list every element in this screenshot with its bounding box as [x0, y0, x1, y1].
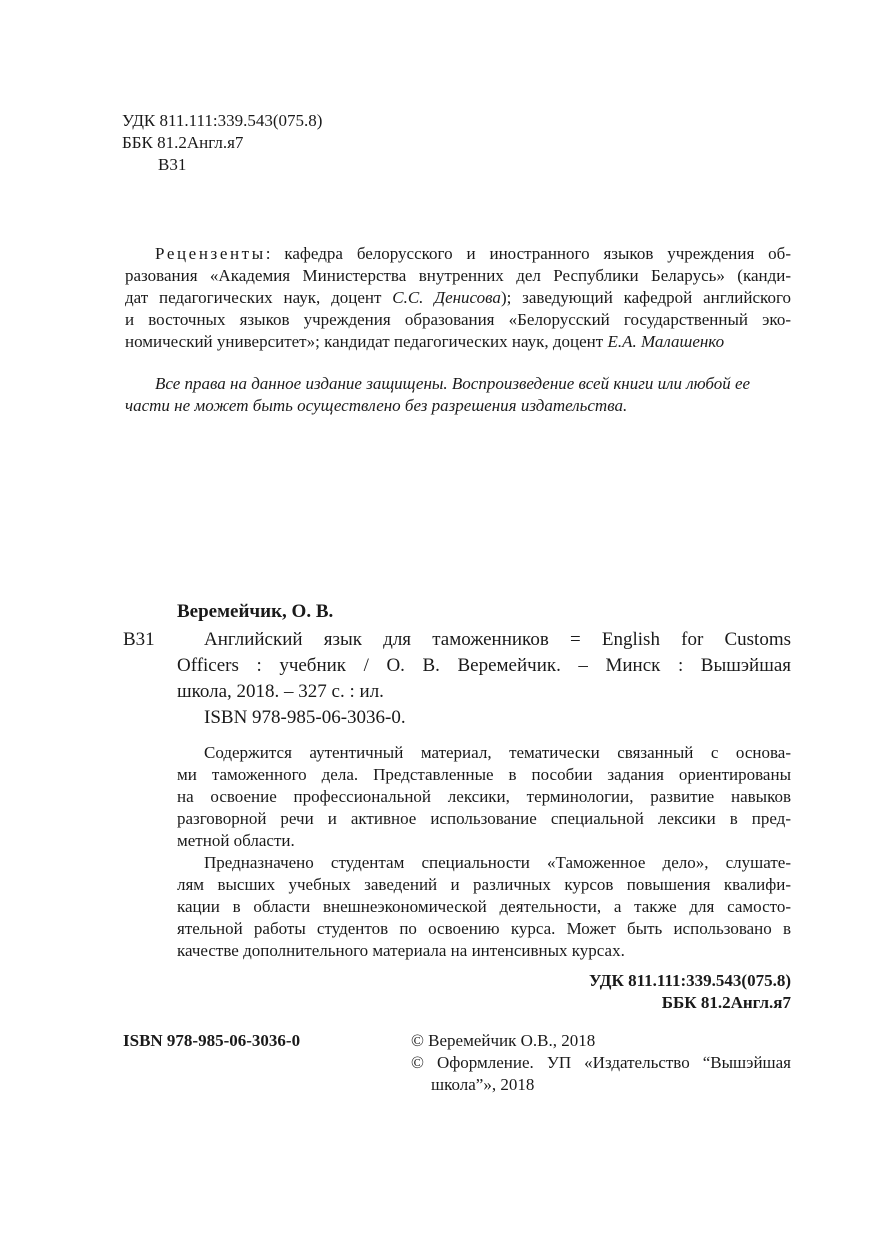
reviewer-name: Е.А. Малашенко [607, 332, 725, 351]
classification-block [122, 110, 322, 176]
annotation-p1-line-1: Содержится аутентичный материал, тематически связанный с основа- [204, 743, 791, 762]
copyright-design: © Оформление. УП «Издательство “Вышэйшая [411, 1053, 791, 1072]
rights-notice [125, 373, 791, 417]
rights-line-2: части не может быть осуществлено без разрешения издательства. [125, 396, 628, 415]
annotation-p2-line-5: качестве дополнительного материала на интенсивных курсах. [177, 941, 625, 960]
footer-codes [500, 970, 791, 1014]
copyright-author: © Веремейчик О.В., 2018 [411, 1031, 596, 1050]
record-line-2: Officers : учебник / О. В. Веремейчик. – Минск : Вышэйшая [177, 655, 791, 676]
annotation-p1-line-4: разговорной речи и активное использование специальной лексики в пред- [177, 809, 791, 828]
annotation-p1-line-5: метной области. [177, 831, 295, 850]
annotation [177, 742, 791, 962]
annotation-p1-line-3: на освоение профессиональной лексики, терминологии, развитие навыков [177, 787, 791, 806]
reviewer-name: С.С. Денисова [392, 288, 501, 307]
annotation-p2-line-1: Предназначено студентам специальности «Таможенное дело», слушате- [204, 853, 791, 872]
copyright-block [411, 1030, 791, 1096]
annotation-p1-line-2: ми таможенного дела. Представленные в пособии задания ориентированы [177, 765, 791, 784]
reviewers-line-4: и восточных языков учреждения образования «Белорусский государственный эко- [125, 310, 791, 329]
record-line-3: школа, 2018. – 327 с. : ил. [177, 681, 384, 702]
bbk-code: ББК 81.2Англ.я7 [122, 133, 244, 152]
reviewers-label: Рецензенты [155, 244, 266, 263]
reviewers-line-3: дат педагогических наук, доцент С.С. Денисова); заведующий кафедрой английского [125, 288, 791, 307]
annotation-p2-line-2: лям высших учебных заведений и различных курсов повышения квалифи- [177, 875, 791, 894]
record-author: Веремейчик, О. В. [177, 601, 334, 622]
copyright-design-cont: школа”», 2018 [431, 1075, 535, 1094]
reviewers-block [125, 243, 791, 353]
reviewers-line-1: Рецензенты: кафедра белорусского и иностранного языков учреждения об- [155, 244, 791, 263]
record-body [177, 627, 791, 731]
isbn-bold: ISBN 978-985-06-3036-0 [123, 1031, 301, 1050]
rights-line-1: Все права на данное издание защищены. Воспроизведение всей книги или любой ее [155, 374, 751, 393]
author-mark: В31 [158, 155, 187, 174]
record-isbn: ISBN 978-985-06-3036-0. [204, 707, 406, 728]
record-line-1: Английский язык для таможенников = English for Customs [204, 629, 791, 650]
footer-udk: УДК 811.111:339.543(075.8) [589, 971, 791, 990]
reviewers-line-5: номический университет»; кандидат педагогических наук, доцент Е.А. Малашенко [125, 332, 725, 351]
annotation-p2-line-3: кации в области внешнеэкономической деятельности, а также для самосто- [177, 897, 791, 916]
record-mark: В31 [123, 629, 155, 650]
footer-bbk: ББК 81.2Англ.я7 [661, 993, 791, 1012]
annotation-p2-line-4: ятельной работы студентов по освоению курса. Может быть использовано в [177, 919, 791, 938]
udk-code: УДК 811.111:339.543(075.8) [122, 111, 323, 130]
reviewers-line-2: разования «Академия Министерства внутренних дел Республики Беларусь» (канди- [125, 266, 791, 285]
